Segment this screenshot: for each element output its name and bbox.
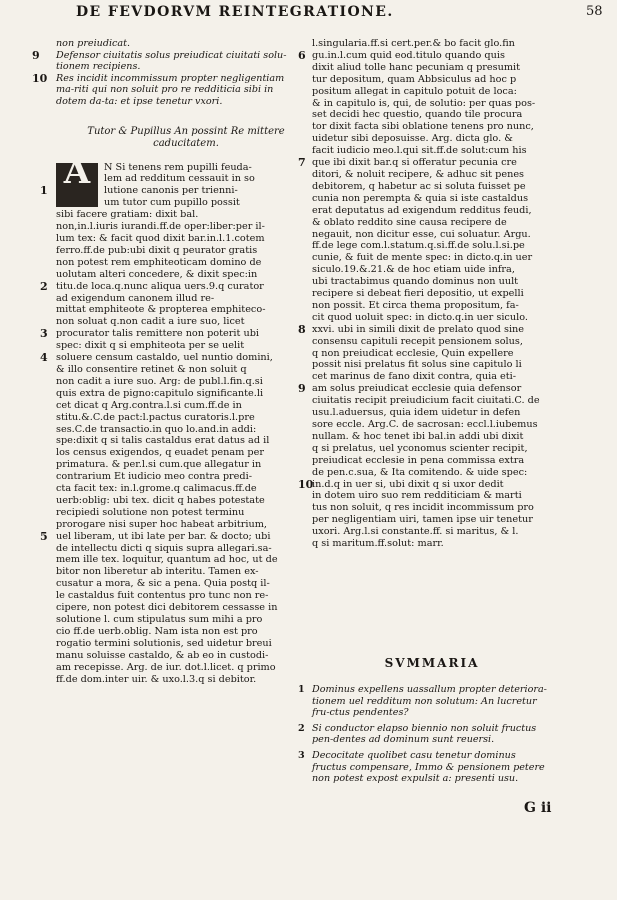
text-line: rogatio termini solutionis, sed uidetur breui: [56, 637, 272, 649]
text-line: non possit. Et circa thema propositum, fa-: [312, 299, 519, 311]
text-line: cunie, & fuit de mente spec: in dicto.q.in uer: [312, 252, 533, 264]
text-line: per negligentiam uiri, tamen ipse uir tenetur: [312, 514, 533, 526]
note-number: 9: [32, 48, 40, 62]
note-text: Defensor ciuitatis solus preiudicat ciuitati solu-tionem recipiens.: [56, 49, 287, 73]
text-line: primatura. & per.l.si cum.que allegatur in: [56, 459, 262, 471]
text-line: titu.de loca.q.nunc aliqua uers.9.q curator: [56, 280, 264, 292]
text-line: uxori. Arg.l.si constante.ff. si maritus, & l.: [312, 526, 519, 538]
summaria-item: [298, 749, 552, 785]
margin-number: 4: [40, 351, 48, 365]
margin-number: 5: [40, 529, 48, 543]
text-line: non potest rem emphiteoticam domino de: [56, 256, 262, 268]
text-line: de intellectu dicti q siquis supra allegari.sa-: [56, 542, 272, 554]
summaria-heading: SVMMARIA: [384, 656, 480, 670]
text-line: cit quod uoluit spec: in dicto.q.in uer siculo.: [312, 311, 528, 323]
text-line: tus non soluit, q res incidit incommissum pro: [312, 502, 534, 514]
note-number: 10: [32, 71, 48, 85]
text-line: ses.C.de transactio.in quo lo.and.in addi:: [56, 423, 257, 435]
text-line: cipere, non potest dici debitorem cessasse in: [56, 602, 278, 614]
text-line: spec: dixit q si emphiteota per se uelit: [56, 340, 245, 352]
text-line: uerb:oblig: ubi tex. dicit q habes potestate: [56, 494, 265, 506]
text-line: tor dixit facta sibi oblatione tenens pro nunc,: [312, 121, 534, 133]
decorated-initial: A: [56, 163, 98, 207]
text-line: lutione canonis per trienni-: [104, 185, 238, 197]
text-line: xxvi. ubi in simili dixit de prelato quod sine: [312, 323, 525, 335]
summaria-number: 2: [298, 722, 305, 734]
margin-number: 3: [40, 327, 48, 341]
text-line: ubi tractabimus quando dominus non uult: [312, 276, 519, 288]
text-line: ciuitatis recipit preiudicium facit ciuitati.C. de: [312, 395, 540, 407]
text-line: dixit aliud tolle hanc pecuniam q presumit: [312, 61, 521, 73]
text-line: le castaldus fuit contentus pro tunc non re-: [56, 590, 269, 602]
text-line: & in capitulo is, qui, de solutio: per quas pos-: [312, 97, 536, 109]
margin-number: 6: [298, 48, 306, 62]
text-line: usu.l.aduersus, quia idem uidetur in defen: [312, 407, 521, 419]
text-line: cta facit tex: in.l.grome.q calimacus.ff.de: [56, 483, 257, 495]
text-line: recipiedi solutione non potest terminu: [56, 506, 245, 518]
text-line: que ibi dixit bar.q si offeratur pecunia cre: [312, 157, 517, 169]
note-text: Res incidit incommissum propter negligentiam ma-riti qui non soluit pro re redditicia sibi in dotem da-ta: et ipse tenetur vxori.: [56, 72, 285, 107]
text-line: ad exigendum canonem illud re-: [56, 292, 215, 304]
note-text: non preiudicat.: [56, 38, 131, 49]
text-line: am solus preiudicat ecclesie quia defensor: [312, 383, 522, 395]
text-line: mem ille tex. loquitur, quantum ad hoc, ut de: [56, 554, 278, 566]
text-line: uolutam alteri concedere, & dixit spec:in: [56, 268, 258, 280]
text-line: tur depositum, quam Abbsiculus ad hoc p: [312, 73, 517, 85]
margin-number: 8: [298, 322, 306, 336]
text-line: am recepisse. Arg. de iur. dot.l.licet. q primo: [56, 661, 276, 673]
text-line: uel liberam, ut ibi late per bar. & docto; ubi: [56, 530, 271, 542]
text-line: prorogare nisi super hoc habeat arbitrium,: [56, 518, 267, 530]
text-line: cio ff.de uerb.oblig. Nam ista non est pro: [56, 625, 258, 637]
text-line: in dotem uiro suo rem redditiciam & marti: [312, 490, 522, 502]
text-line: mittat emphiteote & propterea emphiteco-: [56, 304, 266, 316]
text-line: & illo consentire retinet & non soluit q: [56, 363, 247, 375]
text-line: siculo.19.&.21.& de hoc etiam uide infra,: [312, 264, 515, 276]
running-title: DE FEVDORVM REINTEGRATIONE.: [76, 4, 394, 20]
text-line: sibi facere gratiam: dixit bal.: [56, 209, 199, 221]
text-line: facit iudicio meo.l.qui sit.ff.de solut:cum his: [312, 145, 527, 157]
text-line: ff.de lege com.l.statum.q.si.ff.de solu.l.si.pe: [312, 240, 525, 252]
running-head: [0, 4, 617, 24]
text-line: & oblato reddito sine causa recipere de: [312, 216, 507, 228]
left-body-text: [56, 151, 298, 686]
text-line: consensu capituli recepit pensionem solus,: [312, 335, 523, 347]
right-column: [312, 38, 552, 550]
text-line: los census exigendos, q euadet penam per: [56, 447, 264, 459]
text-line: cunia non perempta & quia si iste castaldus: [312, 192, 529, 204]
text-line: q si maritum.ff.solut: marr.: [312, 538, 444, 550]
right-body-text: [312, 38, 552, 550]
text-line: solutione l. cum stipulatus sum mihi a pro: [56, 614, 263, 625]
text-line: possit nisi prelatus fit solus sine capitulo li: [312, 359, 522, 371]
text-line: lem ad redditum cessauit in so: [104, 173, 255, 185]
text-line: contrarium Et iudicio meo contra predi-: [56, 471, 252, 483]
text-line: nullam. & hoc tenet ibi bal.in addi ubi dixit: [312, 430, 524, 442]
text-line: cusatur a mora, & sic a pena. Quia postq il-: [56, 578, 270, 590]
summaria-number: 1: [298, 684, 305, 695]
summaria-item: [298, 722, 552, 746]
note-item: [56, 38, 298, 50]
text-line: uidetur sibi deposuisse. Arg. dicta glo. &: [312, 133, 513, 145]
text-line: q non preiudicat ecclesie, Quin expellere: [312, 347, 514, 359]
text-line: procurator talis remittere non poterit ubi: [56, 328, 259, 340]
text-line: preiudicat ecclesie in pena commissa extra: [312, 454, 525, 466]
summaria-item: [298, 684, 552, 719]
text-line: um tutor cum pupillo possit: [104, 197, 240, 209]
text-line: ferro.ff.de pub:ubi dixit q peurator gratis: [56, 244, 258, 256]
text-line: positum allegat in capitulo potuit de loca:: [312, 85, 517, 97]
text-line: lum tex: & facit quod dixit bar.in.l.1.cotem: [56, 233, 265, 244]
text-line: non cadit a iure suo. Arg: de publ.l.fin.q.si: [56, 375, 263, 387]
text-line: N Si tenens rem pupilli feuda-: [104, 161, 252, 173]
top-notes: [32, 38, 298, 108]
text-line: l.singularia.ff.si cert.per.& bo facit glo.fin: [312, 38, 515, 49]
text-line: cet marinus de fano dixit contra, quia eti-: [312, 371, 517, 383]
text-line: spe:dixit q si talis castaldus erat datus ad il: [56, 435, 270, 447]
margin-number: 7: [298, 156, 306, 170]
margin-number: 9: [298, 382, 306, 396]
text-line: gu.in.l.cum quid eod.titulo quando quis: [312, 49, 505, 61]
margin-number: 1: [40, 184, 48, 198]
text-line: non,in.l.iuris iurandi.ff.de oper:liber:per il-: [56, 221, 265, 233]
summaria-text: Si conductor elapso biennio non soluit fructus pen-dentes ad dominum sunt reuersi.: [312, 722, 537, 746]
note-item: [32, 71, 298, 108]
text-line: q si prelatus, uel yconomus scienter recipit,: [312, 442, 528, 454]
text-line: ditori, & noluit recipere, & adhuc sit penes: [312, 168, 525, 180]
margin-number: 10: [298, 477, 314, 491]
section-heading: Tutor & Pupillus An possint Re mittere caducitatem.: [87, 125, 285, 149]
summaria-list: [298, 684, 552, 789]
text-line: negauit, non dicitur esse, cui soluatur. Argu.: [312, 228, 531, 240]
note-item: [32, 48, 298, 73]
text-line: debitorem, q habetur ac si soluta fuisset pe: [312, 180, 526, 192]
text-line: ff.de dom.inter uir. & uxo.l.3.q si debitor.: [56, 673, 257, 685]
text-line: bitor non liberetur ab interitu. Tamen ex-: [56, 566, 259, 578]
text-line: soluere censum castaldo, uel nuntio domini,: [56, 352, 273, 364]
summaria-text: Dominus expellens uassallum propter deteriora-tionem uel redditum non solutum: An lucretur fru-ctus pendentes?: [312, 684, 547, 719]
summaria-number: 3: [298, 749, 305, 761]
text-line: de pen.c.sua, & Ita comitendo. & uide spec:: [312, 466, 528, 478]
text-line: recipere si debeat fieri depositio, ut expelli: [312, 288, 524, 300]
margin-number: 2: [40, 279, 48, 293]
text-line: manu soluisse castaldo, & ab eo in custodi-: [56, 649, 269, 661]
text-line: sore eccle. Arg.C. de sacrosan: eccl.l.iubemus: [312, 419, 538, 430]
text-line: stitu.&.C.de pact:l.pactus curatoris.l.pre: [56, 411, 255, 423]
text-line: set decidi hec questio, quando tile procura: [312, 109, 523, 121]
text-line: quis extra de pigno:capitulo significante.li: [56, 387, 264, 399]
text-line: cet dicat q Arg.contra.l.si cum.ff.de in: [56, 399, 242, 411]
signature-mark: G ii: [524, 800, 552, 816]
folio-number: 58: [586, 4, 603, 19]
text-line: non soluat q.non cadit a iure suo, licet: [56, 316, 245, 328]
summaria-text: Decocitate quolibet casu tenetur dominus fructus compensare, Immo & pensionem petere non potest expost expulsit a: presenti usu.: [312, 749, 545, 785]
left-column: [32, 38, 298, 685]
text-line: erat deputatus ad exigendum redditus feudi,: [312, 204, 532, 216]
text-line: in.d.q in uer si, ubi dixit q si uxor dedit: [312, 478, 504, 490]
